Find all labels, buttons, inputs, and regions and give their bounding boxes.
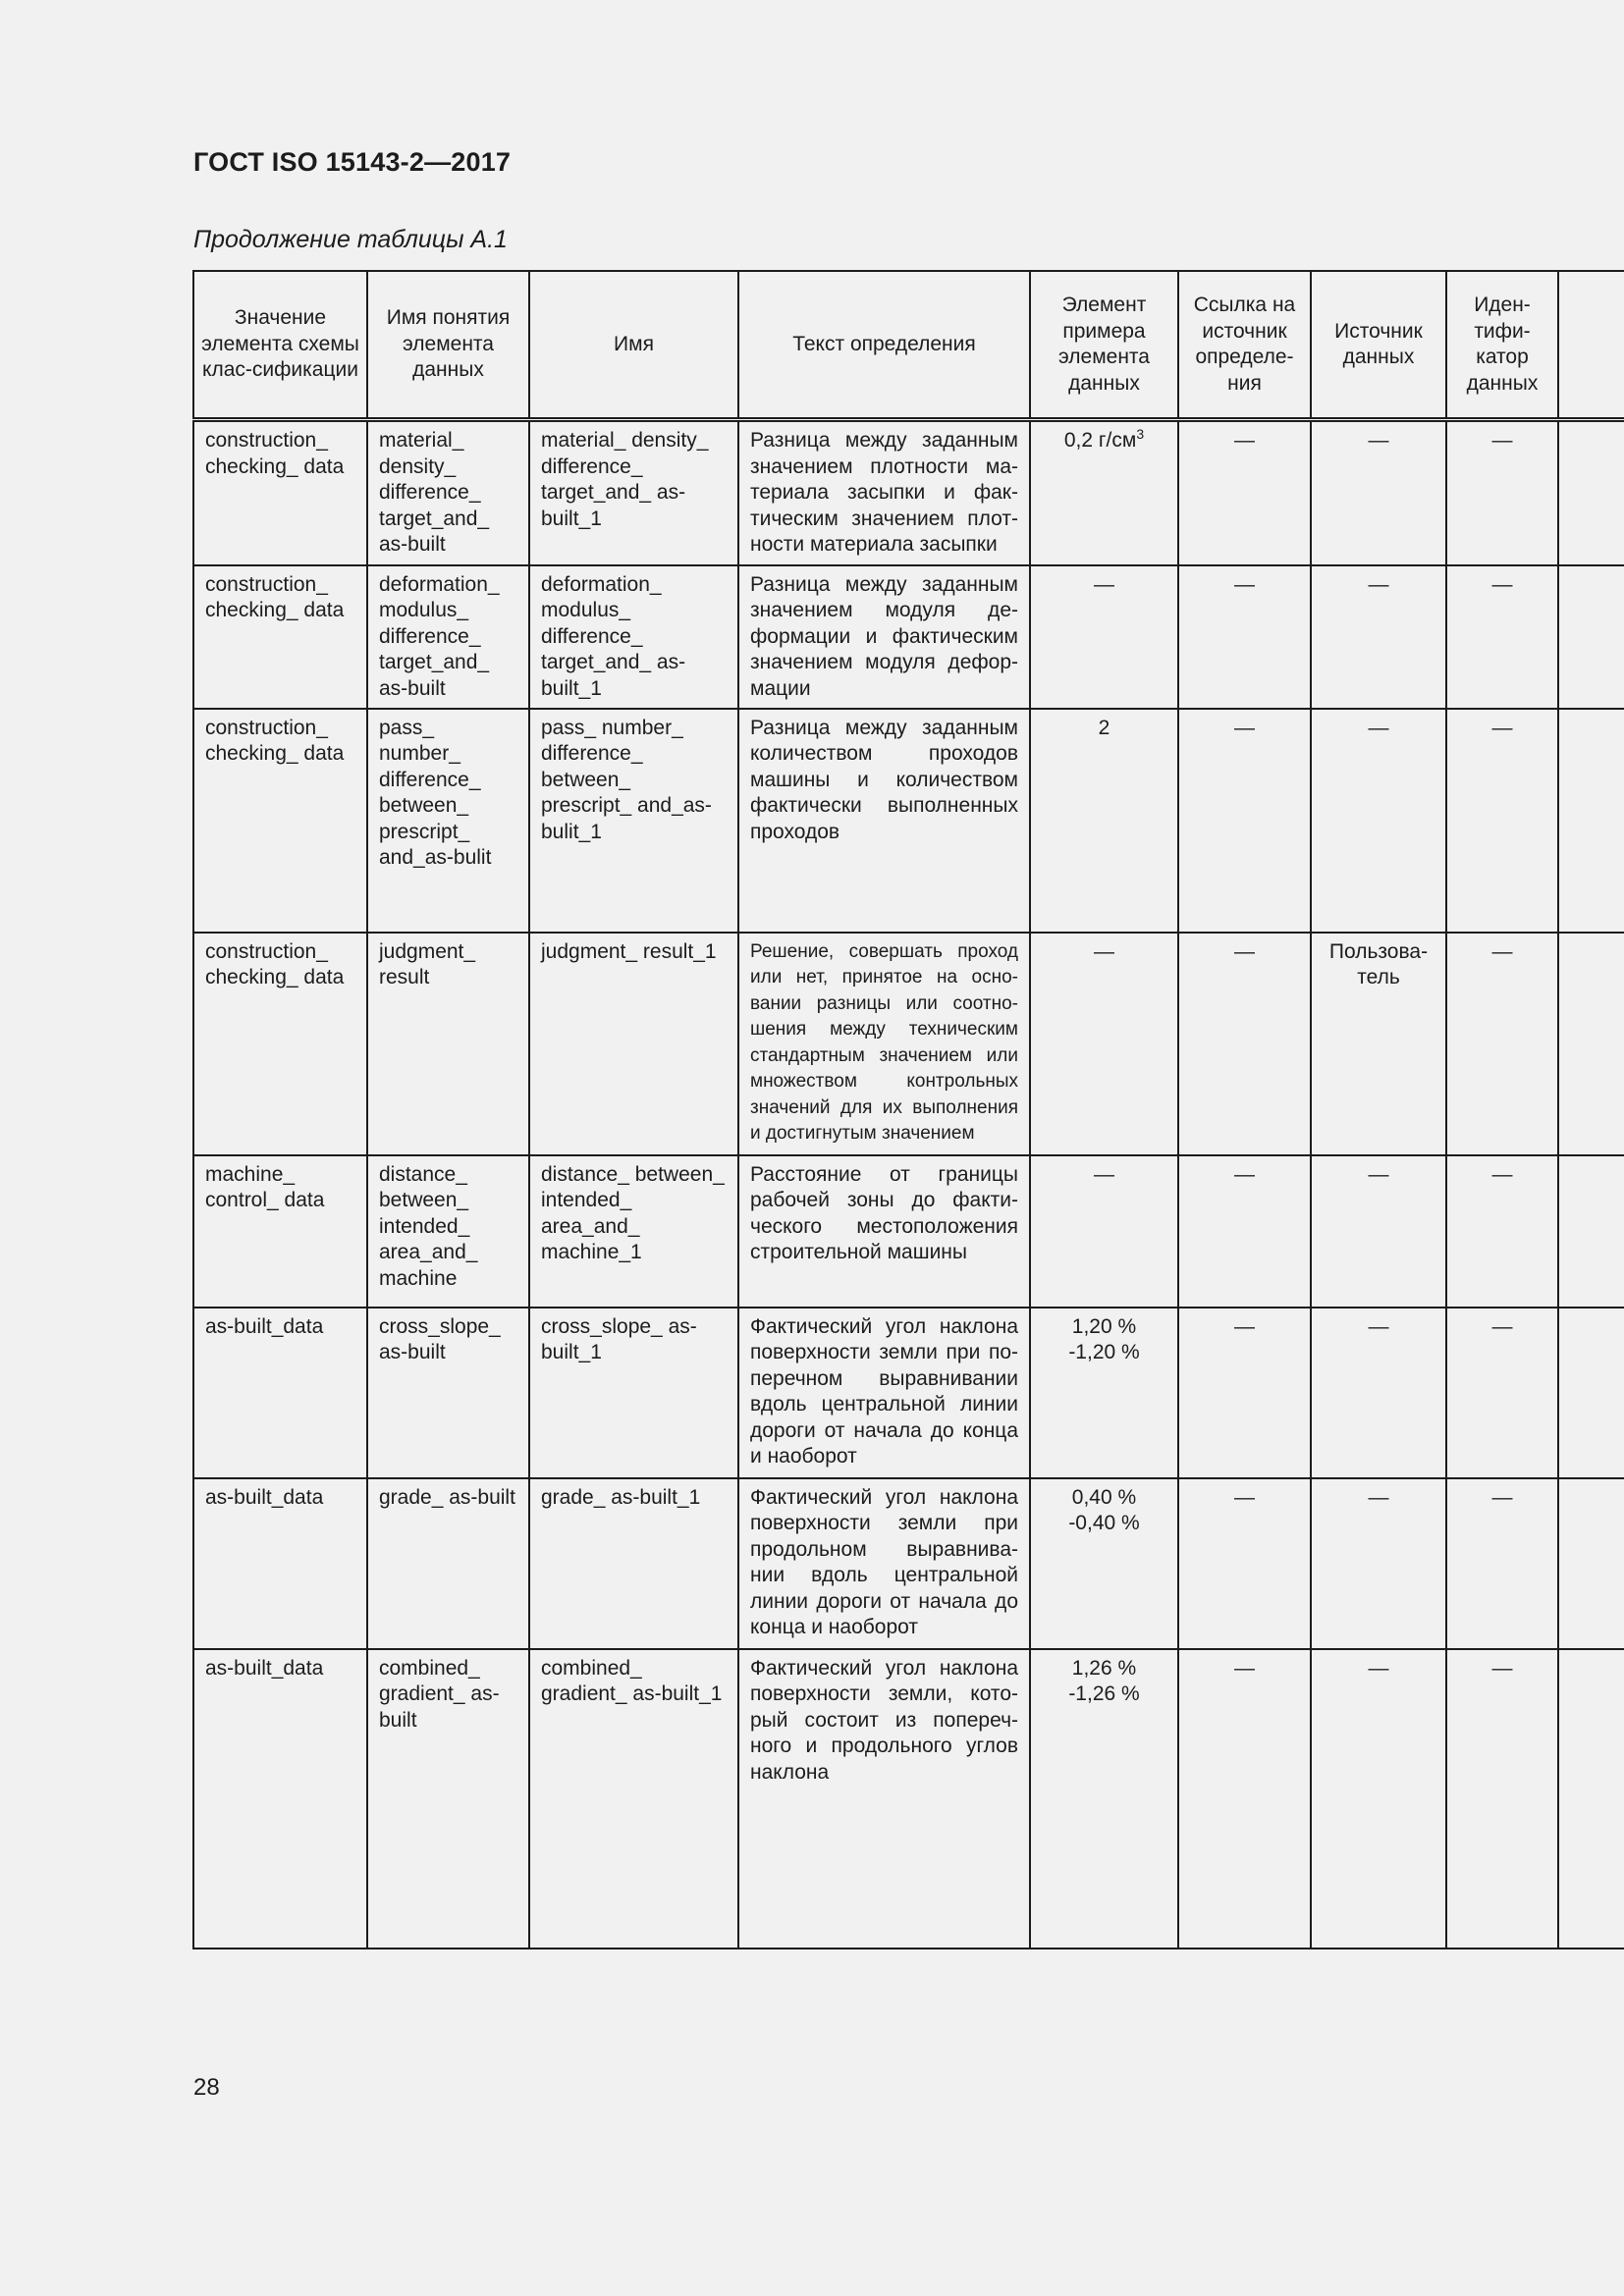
cell-example xyxy=(1030,1478,1178,1649)
cell-name: pass_ number_ difference_ between_ prescript_ and_as-bulit_1 xyxy=(529,709,738,933)
cell-reference: — xyxy=(1178,1308,1311,1478)
cell-concept-name: distance_ between_ intended_ area_and_ machine xyxy=(367,1155,529,1308)
example-value-line: — xyxy=(1094,939,1114,963)
cell-source: — xyxy=(1311,1155,1446,1308)
cell-classification: as-built_data xyxy=(193,1478,367,1649)
cell-concept-name: material_ density_ difference_ target_and_ as-built xyxy=(367,420,529,565)
cell-concept-name: judgment_ result xyxy=(367,933,529,1155)
cell-source: — xyxy=(1311,1649,1446,1949)
cell-name: deformation_ modulus_ difference_ target_and_ as-built_1 xyxy=(529,565,738,709)
cell-reference: — xyxy=(1178,420,1311,565)
cell-example xyxy=(1030,565,1178,709)
cell-overflow xyxy=(1558,420,1624,565)
cell-overflow xyxy=(1558,709,1624,933)
cell-example xyxy=(1030,420,1178,565)
example-value-line: -0,40 % xyxy=(1068,1512,1140,1534)
column-header-classification: Значение элемента схемы клас-сификации xyxy=(193,271,367,420)
cell-identifier: — xyxy=(1446,565,1558,709)
cell-source: — xyxy=(1311,565,1446,709)
cell-overflow xyxy=(1558,565,1624,709)
cell-definition: Решение, совершать проход или нет, принятое на осно-вании разницы или соотно-шения между техническим стандартным значением или множеством контрольных значений для их выполнения и достигнутым значением xyxy=(738,933,1030,1155)
cell-identifier: — xyxy=(1446,1308,1558,1478)
cell-name: judgment_ result_1 xyxy=(529,933,738,1155)
column-header-name: Имя xyxy=(529,271,738,420)
table-row xyxy=(193,420,1624,565)
cell-definition: Расстояние от границы рабочей зоны до факти-ческого местоположения строительной машины xyxy=(738,1155,1030,1308)
cell-classification: construction_ checking_ data xyxy=(193,933,367,1155)
example-unit-superscript: 3 xyxy=(1136,426,1145,442)
cell-concept-name: deformation_ modulus_ difference_ target_and_ as-built xyxy=(367,565,529,709)
cell-concept-name: pass_ number_ difference_ between_ prescript_ and_as-bulit xyxy=(367,709,529,933)
table-body xyxy=(193,420,1624,1949)
cell-classification: construction_ checking_ data xyxy=(193,565,367,709)
cell-name: combined_ gradient_ as-built_1 xyxy=(529,1649,738,1949)
cell-overflow xyxy=(1558,933,1624,1155)
example-value-line: — xyxy=(1094,1162,1114,1186)
cell-definition: Разница между заданным значением модуля де-формации и фактическим значением модуля дефор-мации xyxy=(738,565,1030,709)
cell-identifier: — xyxy=(1446,933,1558,1155)
cell-classification: construction_ checking_ data xyxy=(193,709,367,933)
cell-identifier: — xyxy=(1446,420,1558,565)
cell-name: grade_ as-built_1 xyxy=(529,1478,738,1649)
table-row xyxy=(193,565,1624,709)
cell-name: material_ density_ difference_ target_and_ as-built_1 xyxy=(529,420,738,565)
cell-definition: Фактический угол наклона поверхности земли при по-перечном выравнивании вдоль центральной линии дороги от начала до конца и наоборот xyxy=(738,1308,1030,1478)
page-number: 28 xyxy=(193,2074,220,2101)
cell-identifier: — xyxy=(1446,709,1558,933)
cell-reference: — xyxy=(1178,1478,1311,1649)
example-value-line: 0,40 % xyxy=(1071,1485,1137,1509)
table-row xyxy=(193,933,1624,1155)
cell-classification: as-built_data xyxy=(193,1308,367,1478)
cell-reference: — xyxy=(1178,709,1311,933)
cell-classification: as-built_data xyxy=(193,1649,367,1949)
column-header-example: Элемент примера элемента данных xyxy=(1030,271,1178,420)
cell-source: Пользова-тель xyxy=(1311,933,1446,1155)
example-value-line: 0,2 г/см xyxy=(1063,429,1137,452)
cell-overflow xyxy=(1558,1478,1624,1649)
data-elements-table xyxy=(192,270,1624,1949)
cell-definition: Фактический угол наклона поверхности земли, кото-рый состоит из попереч-ного и продольного углов наклона xyxy=(738,1649,1030,1949)
cell-reference: — xyxy=(1178,1155,1311,1308)
cell-source: — xyxy=(1311,420,1446,565)
column-header-definition: Текст определения xyxy=(738,271,1030,420)
example-value-line: -1,26 % xyxy=(1068,1682,1140,1705)
cell-example xyxy=(1030,933,1178,1155)
cell-source: — xyxy=(1311,1478,1446,1649)
example-value-line: — xyxy=(1094,572,1114,596)
table-caption: Продолжение таблицы А.1 xyxy=(193,226,508,253)
cell-overflow xyxy=(1558,1155,1624,1308)
document-title: ГОСТ ISO 15143-2—2017 xyxy=(193,147,512,177)
table-container xyxy=(192,270,1624,1949)
cell-overflow xyxy=(1558,1649,1624,1949)
table-row xyxy=(193,1478,1624,1649)
example-value-line: 2 xyxy=(1098,716,1110,739)
cell-identifier: — xyxy=(1446,1155,1558,1308)
cell-reference: — xyxy=(1178,1649,1311,1949)
cell-concept-name: combined_ gradient_ as-built xyxy=(367,1649,529,1949)
column-header-reference: Ссылка на источник определе-ния xyxy=(1178,271,1311,420)
cell-overflow xyxy=(1558,1308,1624,1478)
column-header-concept-name: Имя понятия элемента данных xyxy=(367,271,529,420)
cell-definition: Разница между заданным значением плотности ма-териала засыпки и фак-тическим значением плот-ности материала засыпки xyxy=(738,420,1030,565)
cell-name: distance_ between_ intended_ area_and_ machine_1 xyxy=(529,1155,738,1308)
example-value-line: 1,20 % xyxy=(1071,1314,1137,1338)
cell-definition: Фактический угол наклона поверхности земли при продольном выравнива-нии вдоль центральной линии дороги от начала до конца и наоборот xyxy=(738,1478,1030,1649)
example-value-line: 1,26 % xyxy=(1071,1656,1137,1680)
table-row xyxy=(193,1308,1624,1478)
example-value-line: -1,20 % xyxy=(1068,1341,1140,1363)
column-header-source: Источник данных xyxy=(1311,271,1446,420)
cell-example xyxy=(1030,1155,1178,1308)
cell-classification: construction_ checking_ data xyxy=(193,420,367,565)
column-header-overflow xyxy=(1558,271,1624,420)
cell-classification: machine_ control_ data xyxy=(193,1155,367,1308)
table-header-row xyxy=(193,271,1624,420)
cell-identifier: — xyxy=(1446,1478,1558,1649)
cell-identifier: — xyxy=(1446,1649,1558,1949)
column-header-identifier: Иден-тифи-катор данных xyxy=(1446,271,1558,420)
cell-source: — xyxy=(1311,709,1446,933)
table-row xyxy=(193,709,1624,933)
cell-reference: — xyxy=(1178,565,1311,709)
cell-definition: Разница между заданным количеством проходов машины и количеством фактически выполненных проходов xyxy=(738,709,1030,933)
cell-source: — xyxy=(1311,1308,1446,1478)
table-row xyxy=(193,1155,1624,1308)
cell-example xyxy=(1030,1649,1178,1949)
cell-concept-name: cross_slope_ as-built xyxy=(367,1308,529,1478)
cell-reference: — xyxy=(1178,933,1311,1155)
cell-name: cross_slope_ as-built_1 xyxy=(529,1308,738,1478)
cell-example xyxy=(1030,1308,1178,1478)
cell-concept-name: grade_ as-built xyxy=(367,1478,529,1649)
cell-example xyxy=(1030,709,1178,933)
table-row xyxy=(193,1649,1624,1949)
